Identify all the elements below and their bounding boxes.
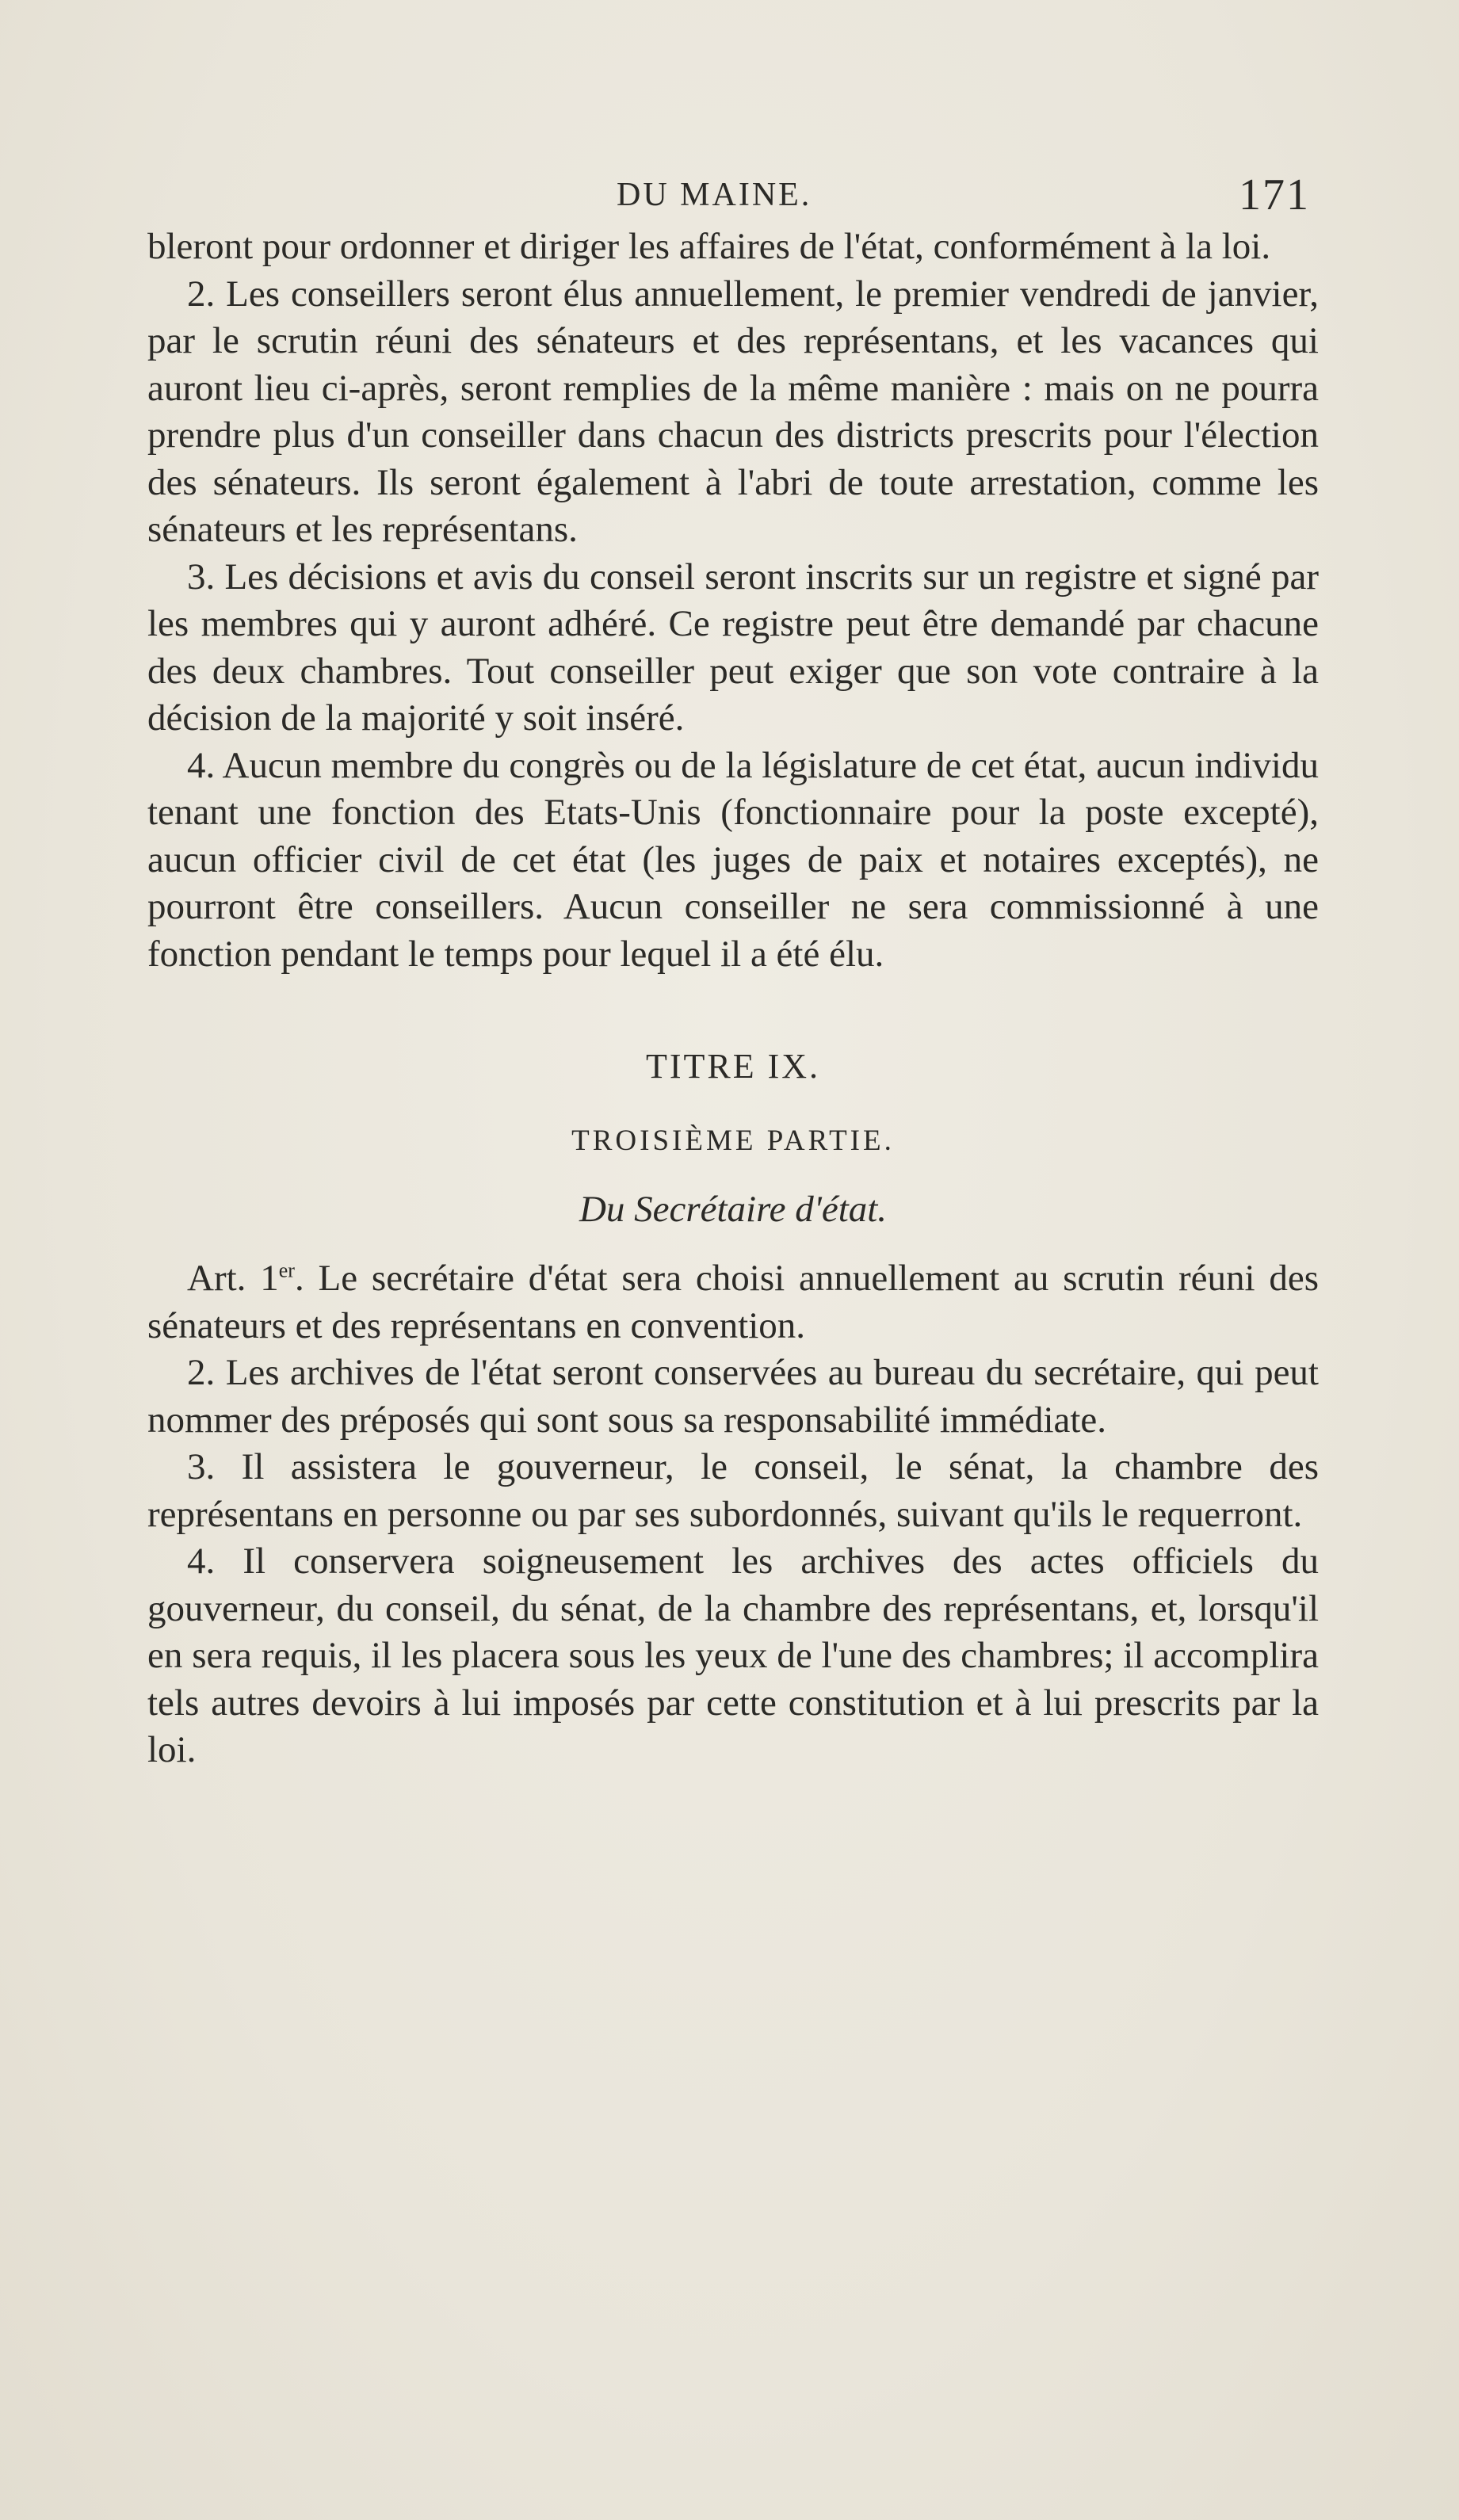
paragraph-article-4: 4. Aucun membre du congrès ou de la législature de cet état, aucun individu tenant une fonction des Etats-Unis (fonctionnaire pour la poste excepté), aucun officier civil de cet état (les juges de paix et notaires exceptés), ne pourront être conseillers. Aucun conseiller ne sera commissionné à une fonction pendant le temps pour lequel il a été élu. [147, 744, 1319, 975]
partie-heading: TROISIÈME PARTIE. [571, 1124, 895, 1157]
section-heading [147, 1043, 1319, 1233]
paragraph-article-2: 2. Les conseillers seront élus annuellement, le premier vendredi de janvier, par le scrutin réuni des sénateurs et des représentans, et les vacances qui auront lieu ci-après, seront remplies de la même manière : mais on ne pourra prendre plus d'un conseiller dans chacun des districts prescrits pour l'élection des sénateurs. Ils seront également à l'abri de toute arrestation, comme les sénateurs et les représentans. [147, 273, 1319, 550]
paragraph-article-3b: 3. Il assistera le gouverneur, le conseil, le sénat, la chambre des représentans en personne ou par ses subordonnés, suivant qu'ils le requerront. [147, 1446, 1319, 1535]
article-1-prefix: Art. 1 [187, 1258, 279, 1299]
paragraph-article-1 [147, 1255, 1319, 1350]
paragraph-article-3: 3. Les décisions et avis du conseil seront inscrits sur un registre et signé par les membres qui y auront adhéré. Ce registre peut être demandé par chacune des deux chambres. Tout conseiller peut exiger que son vote contraire à la décision de la majorité y soit inséré. [147, 556, 1319, 739]
paragraph-article-4b: 4. Il conservera soigneusement les archives des actes officiels du gouverneur, du conseil, du sénat, de la chambre des représentans, et, lorsqu'il en sera requis, il les placera sous les yeux de l'une des chambres; il accomplira tels autres devoirs à lui imposés par cette constitution et à lui prescrits par la loi. [147, 1541, 1319, 1770]
paragraph-article-2b: 2. Les archives de l'état seront conservées au bureau du secrétaire, qui peut nommer des préposés qui sont sous sa responsabilité immédiate. [147, 1352, 1319, 1441]
body-text [147, 223, 1319, 1774]
section-title: Du Secrétaire d'état. [579, 1189, 888, 1230]
titre-heading: TITRE IX. [645, 1047, 821, 1086]
article-1-text: . Le secrétaire d'état sera choisi annuellement au scrutin réuni des sénateurs et des représentans en convention. [147, 1258, 1319, 1346]
paragraph-continuation: bleront pour ordonner et diriger les affaires de l'état, conformément à la loi. [147, 226, 1271, 267]
page-number: 171 [1239, 170, 1310, 220]
running-title: DU MAINE. [617, 177, 812, 213]
article-1-superscript: er [278, 1258, 295, 1282]
